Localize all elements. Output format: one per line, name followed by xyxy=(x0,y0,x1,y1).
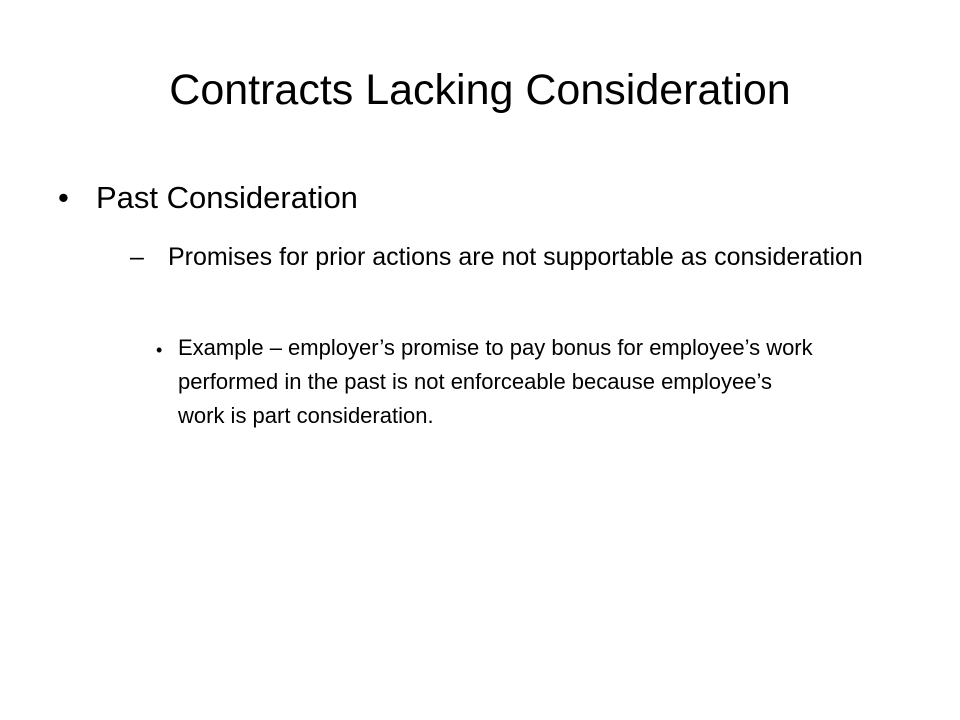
level1-bullet-icon: • xyxy=(58,180,69,215)
level1-bullet-text: Past Consideration xyxy=(96,180,358,215)
level3-bullet-text: Example – employer’s promise to pay bonus for employee’s work performed in the past is not enforceable because employee’s work is part consideration. xyxy=(178,335,813,428)
slide-title: Contracts Lacking Consideration xyxy=(169,66,791,114)
level2-dash-icon: – xyxy=(130,243,144,271)
level2-bullet-text: Promises for prior actions are not supportable as consideration xyxy=(168,243,863,271)
level3-bullet-icon: • xyxy=(156,340,163,360)
